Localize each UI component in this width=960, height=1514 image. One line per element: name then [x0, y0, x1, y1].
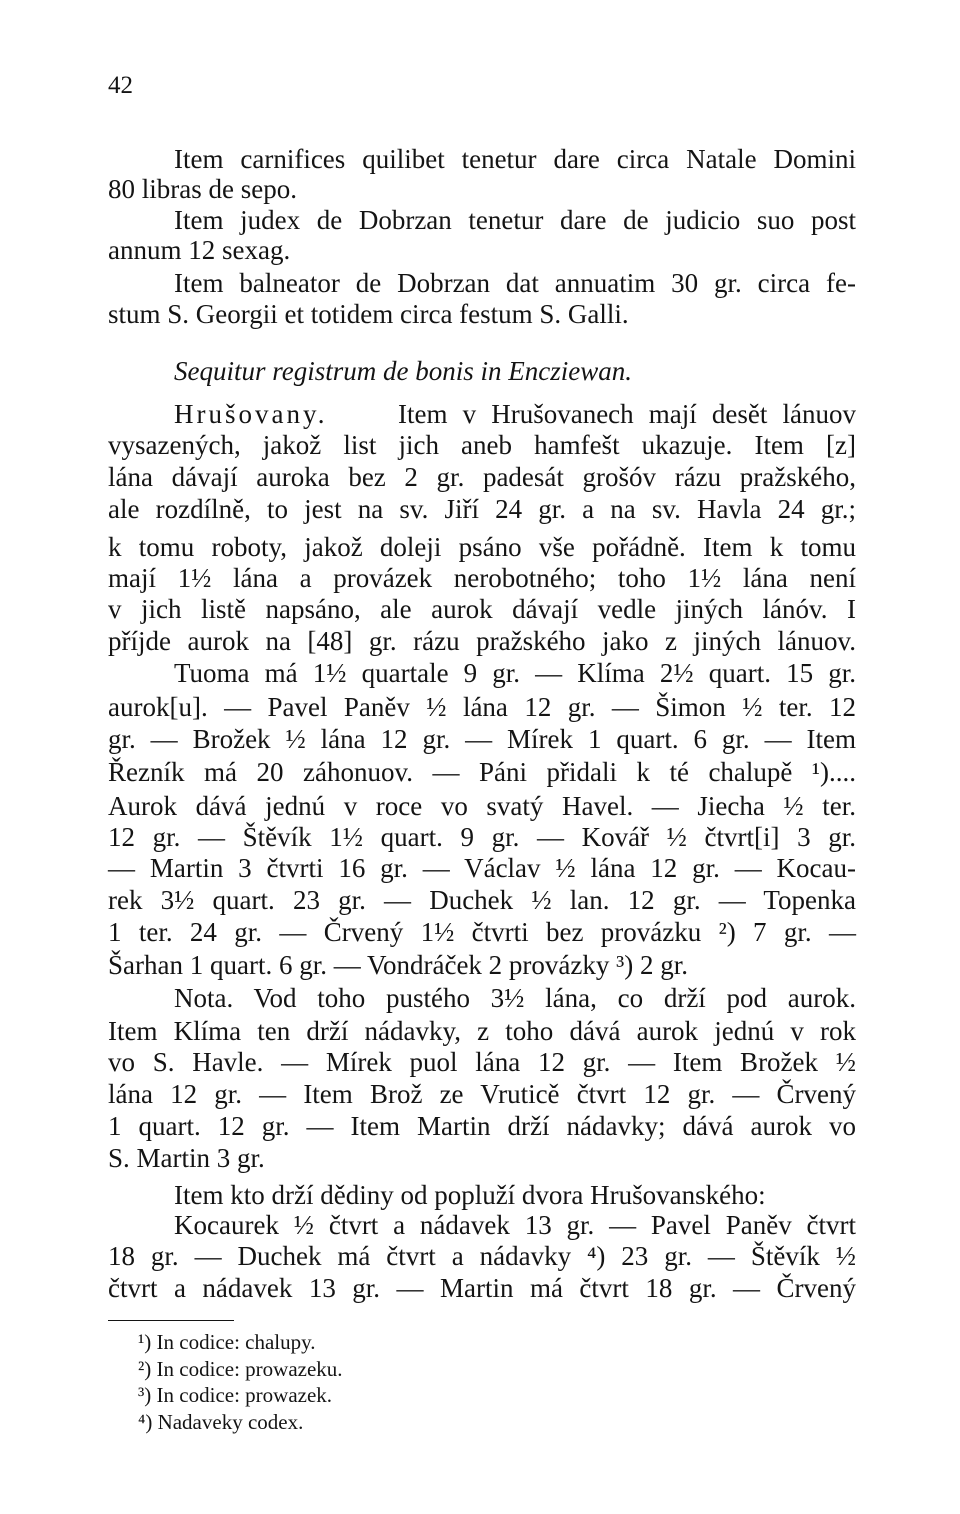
text-line: příjde aurok na [48] gr. rázu pražského jako z jiných lánuov.: [108, 626, 856, 656]
text-line: annum 12 sexag.: [108, 235, 291, 265]
text-line: Kocaurek ½ čtvrt a nádavek 13 gr. — Pavel Paněv čtvrt: [174, 1210, 856, 1240]
text-line: Řezník má 20 záhonuov. — Páni přidali k té chalupě ¹)....: [108, 757, 856, 787]
text-line: k tomu roboty, jakož doleji psáno vše pořádně. Item k tomu: [108, 532, 856, 562]
text-line: stum S. Georgii et totidem circa festum S. Galli.: [108, 299, 629, 329]
text-line: Item carnifices quilibet tenetur dare circa Natale Domini: [174, 144, 856, 174]
footnote: ¹) In codice: chalupy.: [138, 1330, 316, 1354]
text-line: rek 3½ quart. 23 gr. — Duchek ½ lan. 12 gr. — Topenka: [108, 885, 856, 915]
text-line: 1 ter. 24 gr. — Črvený 1½ čtvrti bez provázku ²) 7 gr. —: [108, 917, 856, 947]
text-line: S. Martin 3 gr.: [108, 1143, 265, 1173]
page-number: 42: [108, 72, 133, 99]
text-line: v jich listě napsáno, ale aurok dávají vedle jiných lánóv. I: [108, 594, 856, 624]
text-line: lána dávají auroka bez 2 gr. padesát grošóv rázu pražského,: [108, 462, 856, 492]
text-line: vysazených, jakož list jich aneb hamfešt ukazuje. Item [z]: [108, 430, 856, 460]
text-line: Item judex de Dobrzan tenetur dare de judicio suo post: [174, 205, 856, 235]
text-line: Tuoma má 1½ quartale 9 gr. — Klíma 2½ quart. 15 gr.: [174, 658, 856, 688]
text-line: mají 1½ lána a provázek nerobotného; toho 1½ lána není: [108, 563, 856, 593]
text-line: 12 gr. — Štěvík 1½ quart. 9 gr. — Kovář ½ čtvrt[i] 3 gr.: [108, 822, 856, 852]
text-line: Item kto drží dědiny od popluží dvora Hrušovanského:: [174, 1180, 766, 1210]
text-line: Item v Hrušovanech mají desět lánuov: [398, 399, 856, 429]
section-heading: Sequitur registrum de bonis in Encziewan.: [174, 356, 632, 386]
footnote-divider: [108, 1320, 234, 1321]
text-line: Aurok dává jednú v roce vo svatý Havel. — Jiecha ½ ter.: [108, 791, 856, 821]
text-line: Item balneator de Dobrzan dat annuatim 30 gr. circa fe-: [174, 268, 856, 298]
place-name: Hrušovany.: [174, 399, 328, 429]
text-line-with-place: [174, 399, 856, 429]
text-line: 18 gr. — Duchek má čtvrt a nádavky ⁴) 23 gr. — Štěvík ½: [108, 1241, 856, 1271]
text-line: gr. — Brožek ½ lána 12 gr. — Mírek 1 quart. 6 gr. — Item: [108, 724, 856, 754]
text-line: vo S. Havle. — Mírek puol lána 12 gr. — Item Brožek ½: [108, 1047, 856, 1077]
text-line: 1 quart. 12 gr. — Item Martin drží nádavky; dává aurok vo: [108, 1111, 856, 1141]
text-line: Nota. Vod toho pustého 3½ lána, co drží pod aurok.: [174, 983, 856, 1013]
text-line: Item Klíma ten drží nádavky, z toho dává aurok jednú v rok: [108, 1016, 856, 1046]
footnote: ⁴) Nadaveky codex.: [138, 1410, 304, 1434]
text-line: lána 12 gr. — Item Brož ze Vruticě čtvrt 12 gr. — Črvený: [108, 1079, 856, 1109]
text-line: ale rozdílně, to jest na sv. Jiří 24 gr. a na sv. Havla 24 gr.;: [108, 494, 856, 524]
text-line: 80 libras de sepo.: [108, 174, 297, 204]
text-line: čtvrt a nádavek 13 gr. — Martin má čtvrt 18 gr. — Črvený: [108, 1273, 856, 1303]
footnote: ³) In codice: prowazek.: [138, 1383, 333, 1407]
text-line: aurok[u]. — Pavel Paněv ½ lána 12 gr. — Šimon ½ ter. 12: [108, 692, 856, 722]
text-line: Šarhan 1 quart. 6 gr. — Vondráček 2 provázky ³) 2 gr.: [108, 950, 688, 980]
text-line: — Martin 3 čtvrti 16 gr. — Václav ½ lána 12 gr. — Kocau-: [108, 853, 856, 883]
footnote: ²) In codice: prowazeku.: [138, 1357, 343, 1381]
